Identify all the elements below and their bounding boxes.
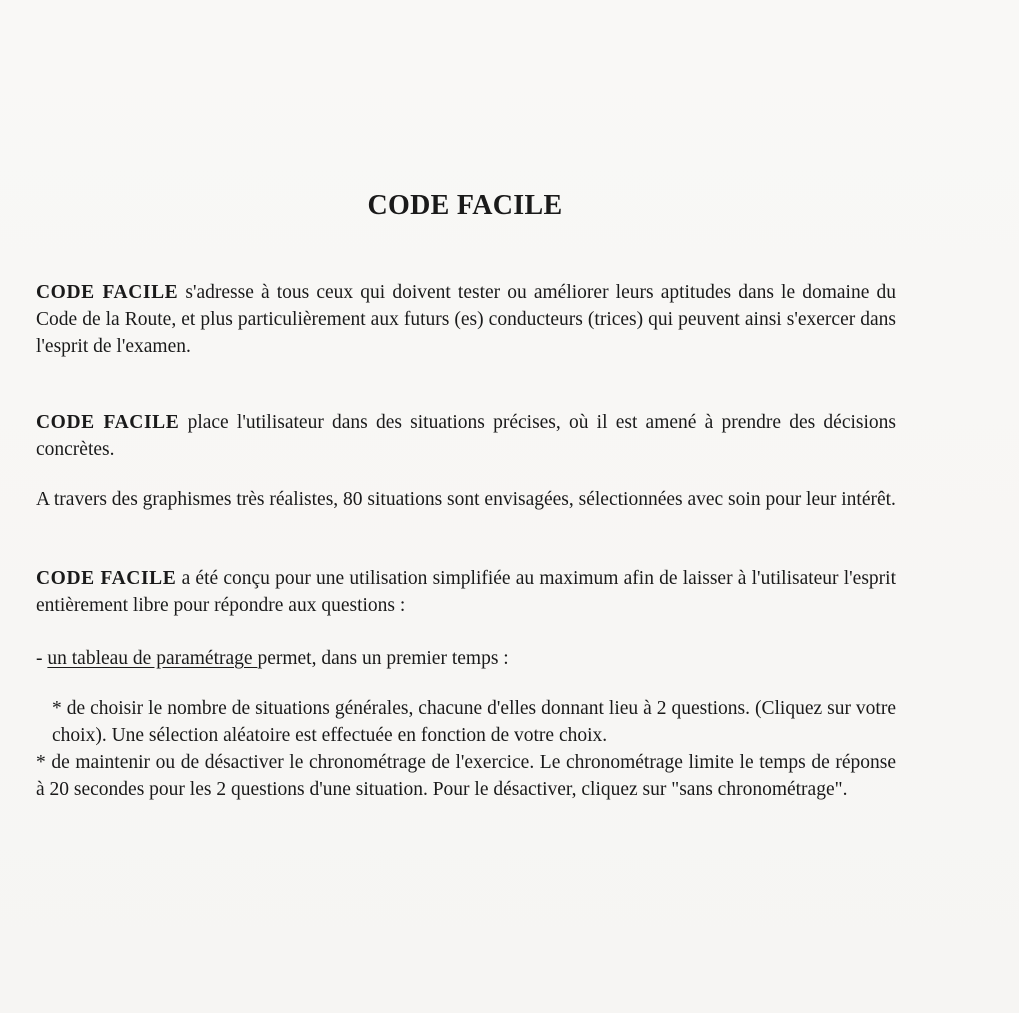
paragraph-situations: [36, 409, 896, 463]
paragraph-settings-table: [36, 645, 896, 672]
bullet-text: * de choisir le nombre de situations générales, chacune d'elles donnant lieu à 2 questions. (Cliquez sur votre choix). Une sélection aléatoire est effectuée en fonction de votre choix.: [52, 698, 896, 746]
paragraph-text: permet, dans un premier temps :: [257, 648, 509, 669]
paragraph-text: s'adresse à tous ceux qui doivent tester ou améliorer leurs aptitudes dans le domaine du Code de la Route, et plus particulièrement aux futurs (es) conducteurs (trices) qui peuvent ainsi s'exercer dans l'esprit de l'examen.: [36, 282, 896, 357]
bullet-text: * de maintenir ou de désactiver le chronométrage de l'exercice. Le chronométrage limite le temps de réponse à 20 secondes pour les 2 questions d'une situation. Pour le désactiver, cliquez sur "sans chronométrage".: [36, 752, 896, 800]
document-title: CODE FACILE: [367, 190, 563, 221]
brand-name: CODE FACILE: [36, 412, 180, 433]
paragraph-graphics: [36, 486, 896, 513]
bullet-situations-count: [36, 695, 896, 749]
paragraph-text: A travers des graphismes très réalistes, 80 situations sont envisagées, sélectionnées avec soin pour leur intérêt.: [36, 489, 896, 510]
paragraph-intro: [36, 279, 896, 360]
paragraph-usability: [36, 565, 896, 619]
list-dash: -: [36, 648, 48, 669]
bullet-timer: [36, 749, 896, 803]
brand-name: CODE FACILE: [36, 282, 179, 303]
brand-name: CODE FACILE: [36, 568, 177, 589]
paragraph-text: a été conçu pour une utilisation simplifiée au maximum afin de laisser à l'utilisateur l'esprit entièrement libre pour répondre aux questions :: [36, 568, 896, 616]
paragraph-text: place l'utilisateur dans des situations précises, où il est amené à prendre des décisions concrètes.: [36, 412, 896, 460]
settings-table-term: un tableau de paramétrage: [47, 648, 258, 669]
